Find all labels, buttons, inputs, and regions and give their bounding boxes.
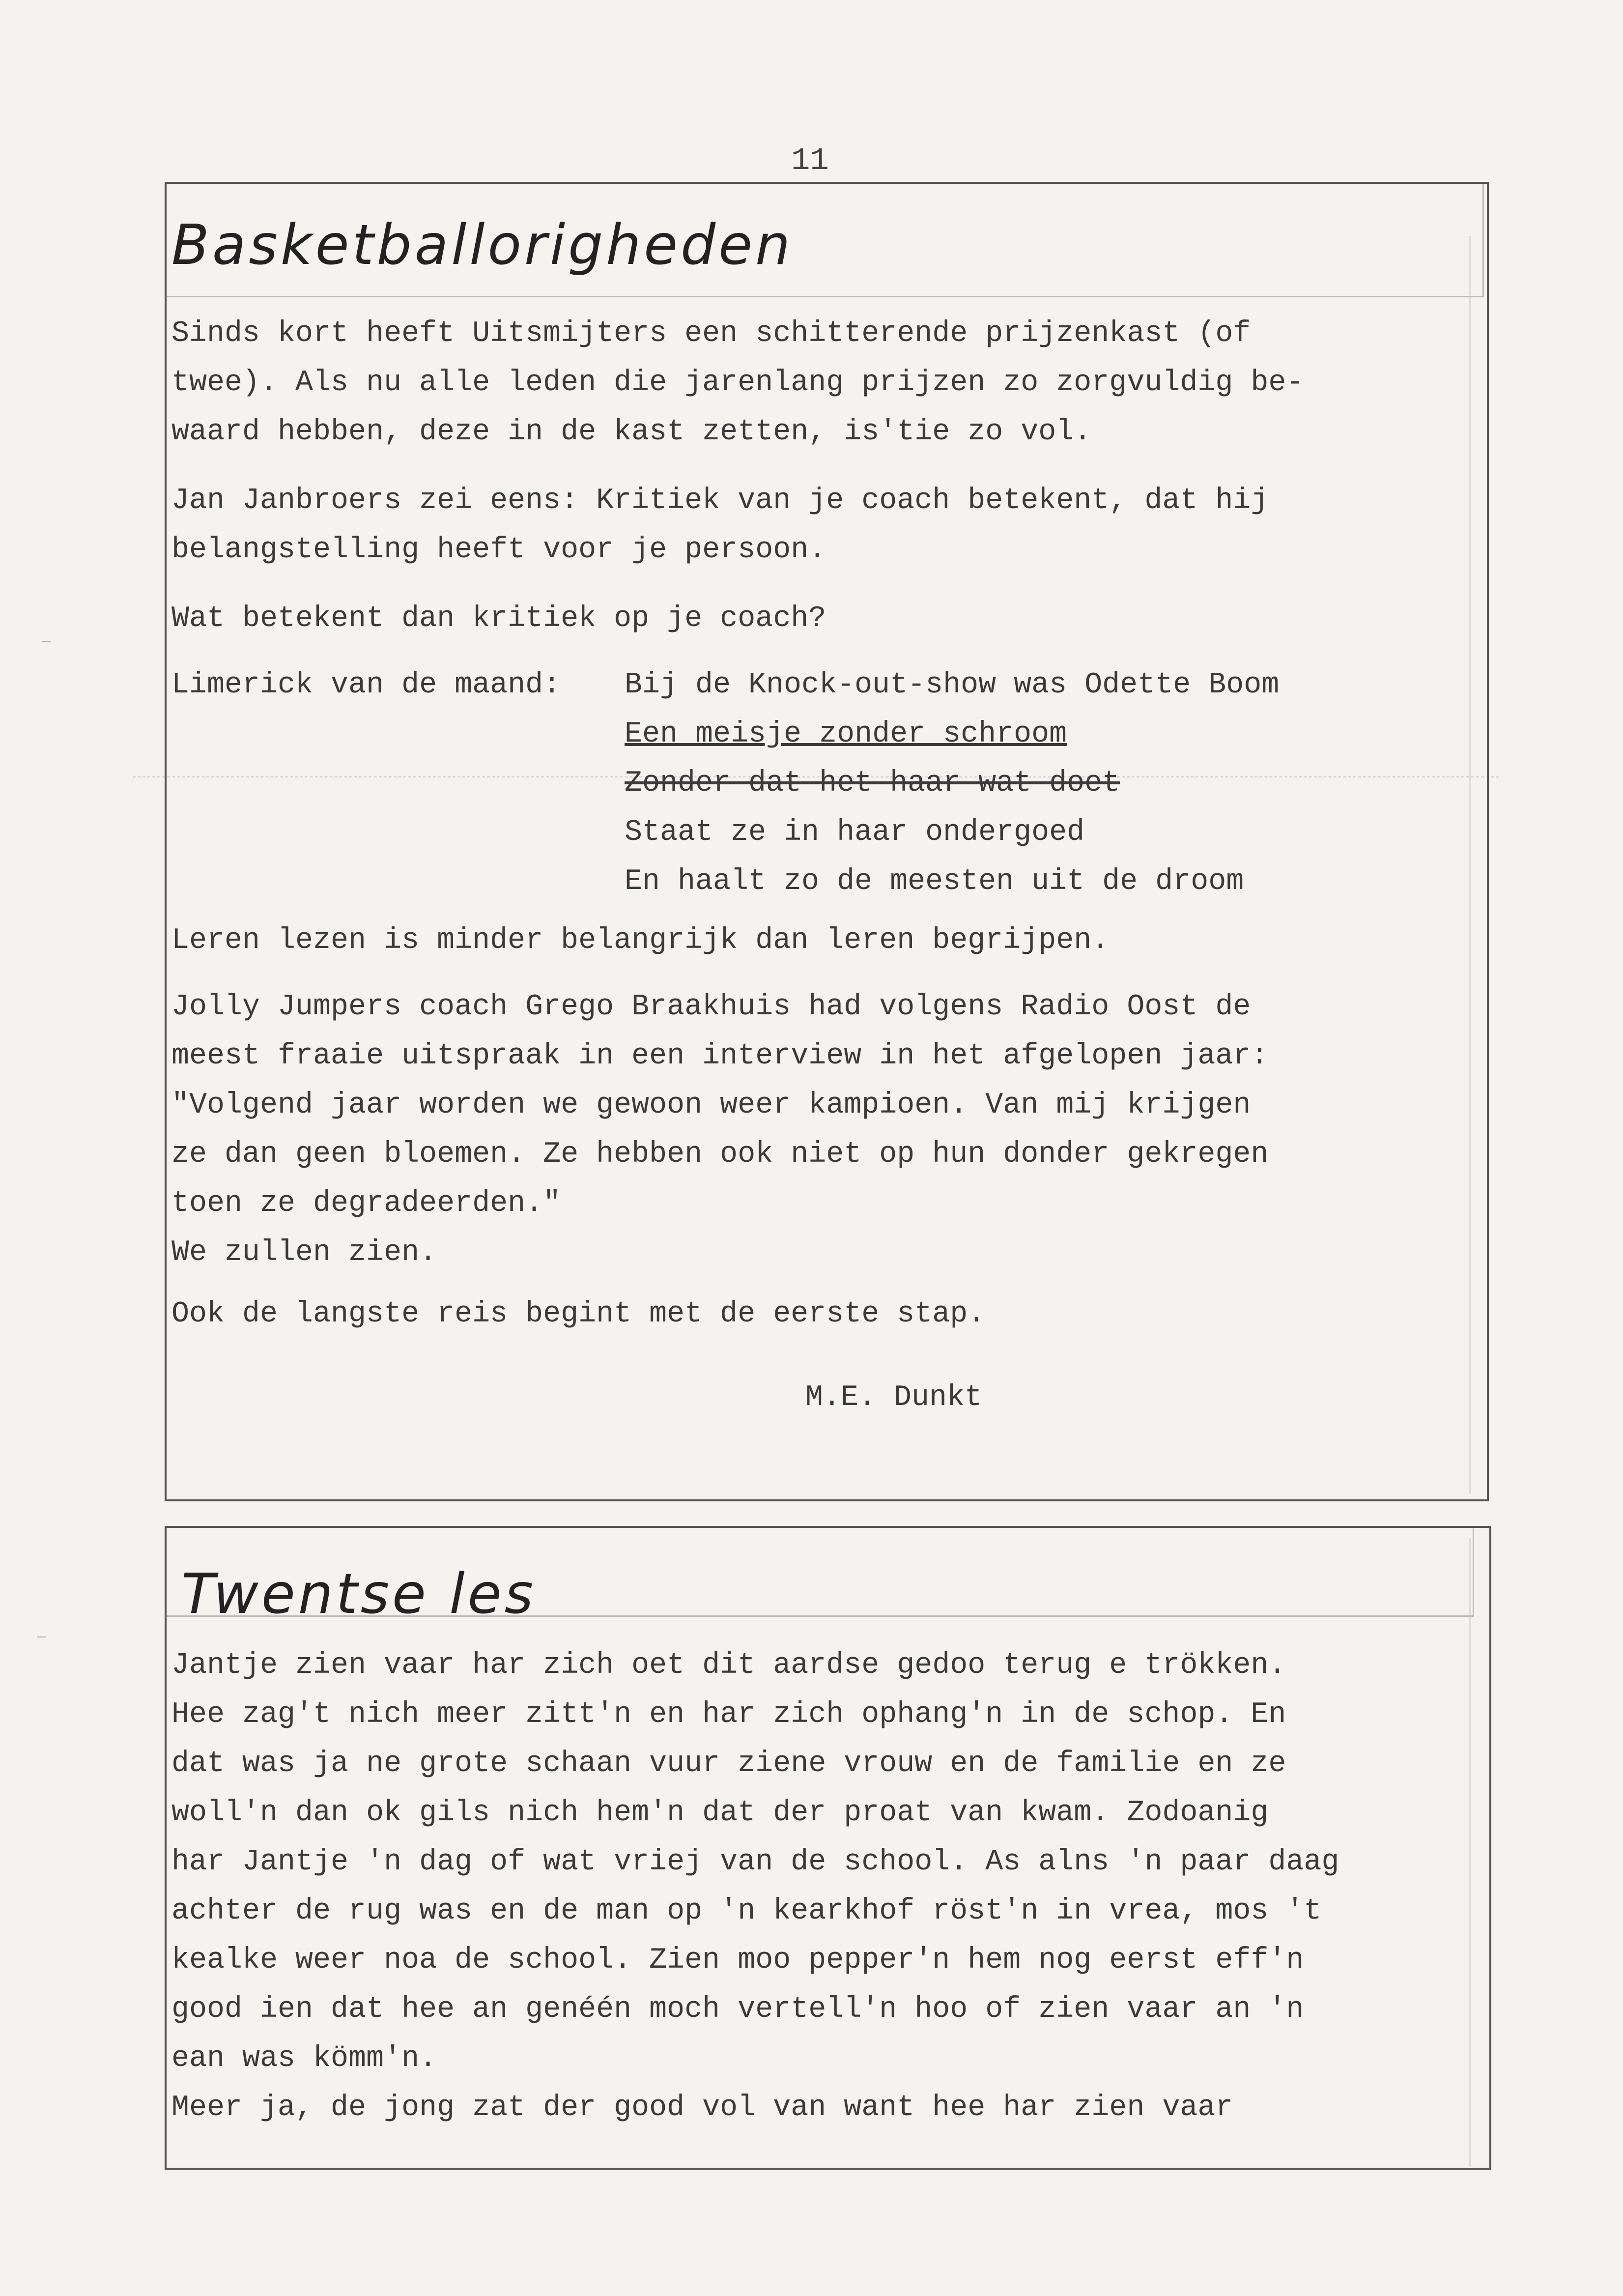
signature: M.E. Dunkt bbox=[805, 1381, 983, 1414]
text-line: "Volgend jaar worden we gewoon weer kampioen. Van mij krijgen bbox=[171, 1089, 1251, 1122]
text-line: Jantje zien vaar har zich oet dit aardse gedoo terug e trökken. bbox=[171, 1649, 1286, 1682]
text-line: belangstelling heeft voor je persoon. bbox=[171, 533, 826, 567]
text-line: Meer ja, de jong zat der good vol van want hee har zien vaar bbox=[171, 2091, 1233, 2124]
limerick-line: En haalt zo de meesten uit de droom bbox=[625, 865, 1244, 898]
text-line: dat was ja ne grote schaan vuur ziene vrouw en de familie en ze bbox=[171, 1747, 1286, 1780]
margin-tick bbox=[42, 641, 51, 642]
page-number: 11 bbox=[791, 144, 829, 179]
text-line: good ien dat hee an genéén moch vertell'n hoo of zien vaar an 'n bbox=[171, 1993, 1304, 2026]
text-line: har Jantje 'n dag of wat vriej van de school. As alns 'n paar daag bbox=[171, 1845, 1339, 1879]
limerick-line: Bij de Knock-out-show was Odette Boom bbox=[625, 668, 1280, 702]
section-title: Basketballorigheden bbox=[171, 213, 794, 277]
text-line: We zullen zien. bbox=[171, 1236, 437, 1269]
section-basketballorigheden bbox=[165, 182, 1489, 1501]
text-line: Jolly Jumpers coach Grego Braakhuis had volgens Radio Oost de bbox=[171, 990, 1251, 1024]
text-line: kealke weer noa de school. Zien moo pepper'n hem nog eerst eff'n bbox=[171, 1944, 1304, 1977]
section-title: Twentse les bbox=[181, 1562, 536, 1626]
text-line: ean was kömm'n. bbox=[171, 2042, 437, 2075]
section-twentse-les bbox=[165, 1526, 1491, 2170]
text-line: twee). Als nu alle leden die jarenlang prijzen zo zorgvuldig be- bbox=[171, 366, 1304, 400]
limerick-line: Een meisje zonder schroom bbox=[625, 718, 1067, 751]
text-line: achter de rug was en de man op 'n kearkhof röst'n in vrea, mos 't bbox=[171, 1894, 1322, 1928]
text-line: ze dan geen bloemen. Ze hebben ook niet op hun donder gekregen bbox=[171, 1138, 1269, 1171]
text-line: Jan Janbroers zei eens: Kritiek van je coach betekent, dat hij bbox=[171, 484, 1269, 517]
text-line: toen ze degradeerden." bbox=[171, 1187, 561, 1220]
text-line: Wat betekent dan kritiek op je coach? bbox=[171, 602, 826, 635]
margin-tick bbox=[37, 1636, 46, 1637]
text-line: Ook de langste reis begint met de eerste stap. bbox=[171, 1297, 986, 1331]
limerick-label: Limerick van de maand: bbox=[171, 668, 561, 702]
text-line: woll'n dan ok gils nich hem'n dat der proat van kwam. Zodoanig bbox=[171, 1796, 1269, 1830]
limerick-line: Staat ze in haar ondergoed bbox=[625, 816, 1085, 849]
text-line: waard hebben, deze in de kast zetten, is'tie zo vol. bbox=[171, 415, 1092, 449]
text-line: Sinds kort heeft Uitsmijters een schitterende prijzenkast (of bbox=[171, 317, 1251, 350]
text-line: meest fraaie uitspraak in een interview in het afgelopen jaar: bbox=[171, 1039, 1269, 1073]
text-line: Hee zag't nich meer zitt'n en har zich ophang'n in de schop. En bbox=[171, 1698, 1286, 1731]
limerick-line: Zonder dat het haar wat doet bbox=[625, 767, 1120, 800]
text-line: Leren lezen is minder belangrijk dan leren begrijpen. bbox=[171, 924, 1110, 957]
